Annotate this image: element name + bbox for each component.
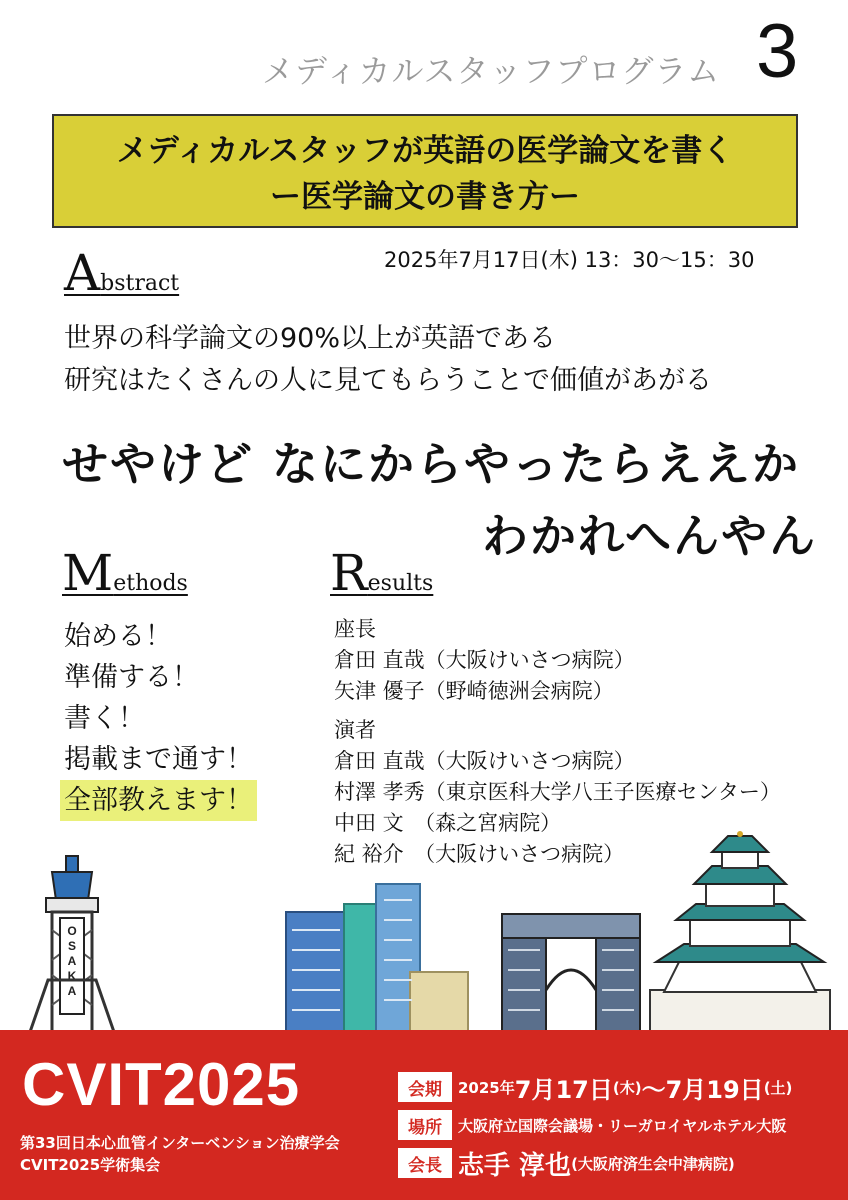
period-year: 2025年 [458, 1078, 515, 1097]
period-start-day: (木) [612, 1078, 642, 1097]
program-label: メディカルスタッフプログラム [262, 52, 721, 90]
venue-tag: 場所 [398, 1110, 452, 1140]
methods-rest: ethods [113, 571, 188, 596]
speaker-entry: 倉田 直哉（大阪けいさつ病院） [334, 749, 635, 773]
results-rest: esults [367, 571, 434, 596]
speaker-entry: 紀 裕介 （大阪けいさつ病院） [334, 842, 625, 866]
abstract-line-2: 研究はたくさんの人に見てもらうことで価値があがる [64, 365, 712, 396]
chair-entry: 倉田 直哉（大阪けいさつ病院） [334, 648, 635, 672]
osaka-castle-icon [650, 831, 830, 1032]
chair-tag: 会長 [398, 1148, 452, 1178]
office-buildings-icon [286, 884, 468, 1032]
society-name: 第33回日本心血管インターベンション治療学会 [20, 1134, 340, 1152]
title-line-1: メディカルスタッフが英語の医学論文を書く [116, 133, 734, 169]
period-tag: 会期 [398, 1072, 452, 1102]
speaker-entry: 中田 文 （森之宮病院） [334, 811, 562, 835]
chair-row [398, 1146, 735, 1180]
catch-line-1: せやけど なにからやったらええか [62, 437, 801, 491]
methods-item: 始める！ [64, 621, 172, 652]
title-line-2: ー医学論文の書き方ー [270, 179, 580, 215]
abstract-initial: A [64, 244, 101, 302]
results-initial: R [330, 544, 368, 602]
venue-row [398, 1108, 786, 1142]
venue-text: 大阪府立国際会議場・リーガロイヤルホテル大阪 [458, 1116, 787, 1135]
period-end-day: (土) [763, 1078, 793, 1097]
cvit-brand: CVIT2025 [22, 1051, 301, 1118]
tower-sign-letter: A [67, 984, 77, 998]
methods-item: 掲載まで通す！ [64, 744, 253, 775]
tower-sign-letter: O [67, 924, 77, 938]
president-affiliation: (大阪府済生会中津病院) [571, 1154, 735, 1173]
period-end: 〜7月19日 [641, 1075, 764, 1104]
abstract-line-1: 世界の科学論文の90%以上が英語である [64, 323, 557, 354]
president-name: 志手 淳也 [458, 1150, 572, 1181]
tsutenkaku-tower-icon [30, 856, 114, 1032]
umeda-sky-building-icon [502, 914, 640, 1032]
chair-entry: 矢津 優子（野崎徳洲会病院） [334, 679, 614, 703]
program-number: 3 [756, 9, 799, 94]
session-date: 2025年7月17日(木) 13：30〜15：30 [384, 248, 755, 272]
catch-line-2: わかれへんやん [482, 509, 818, 563]
chair-label: 座長 [334, 617, 376, 641]
tower-sign-letter: S [67, 939, 77, 953]
speaker-label: 演者 [334, 718, 376, 742]
tower-sign-letter: K [67, 969, 77, 983]
meeting-name: CVIT2025学術集会 [20, 1156, 161, 1174]
methods-item: 準備する！ [64, 662, 199, 693]
methods-item-highlight: 全部教えます！ [60, 780, 257, 821]
methods-item: 書く！ [64, 703, 145, 734]
methods-initial: M [62, 544, 114, 602]
abstract-rest: bstract [100, 271, 180, 296]
period-start: 7月17日 [514, 1075, 613, 1104]
period-row [398, 1070, 792, 1104]
speaker-entry: 村澤 孝秀（東京医科大学八王子医療センター） [334, 780, 781, 804]
tower-sign-letter: A [67, 954, 77, 968]
